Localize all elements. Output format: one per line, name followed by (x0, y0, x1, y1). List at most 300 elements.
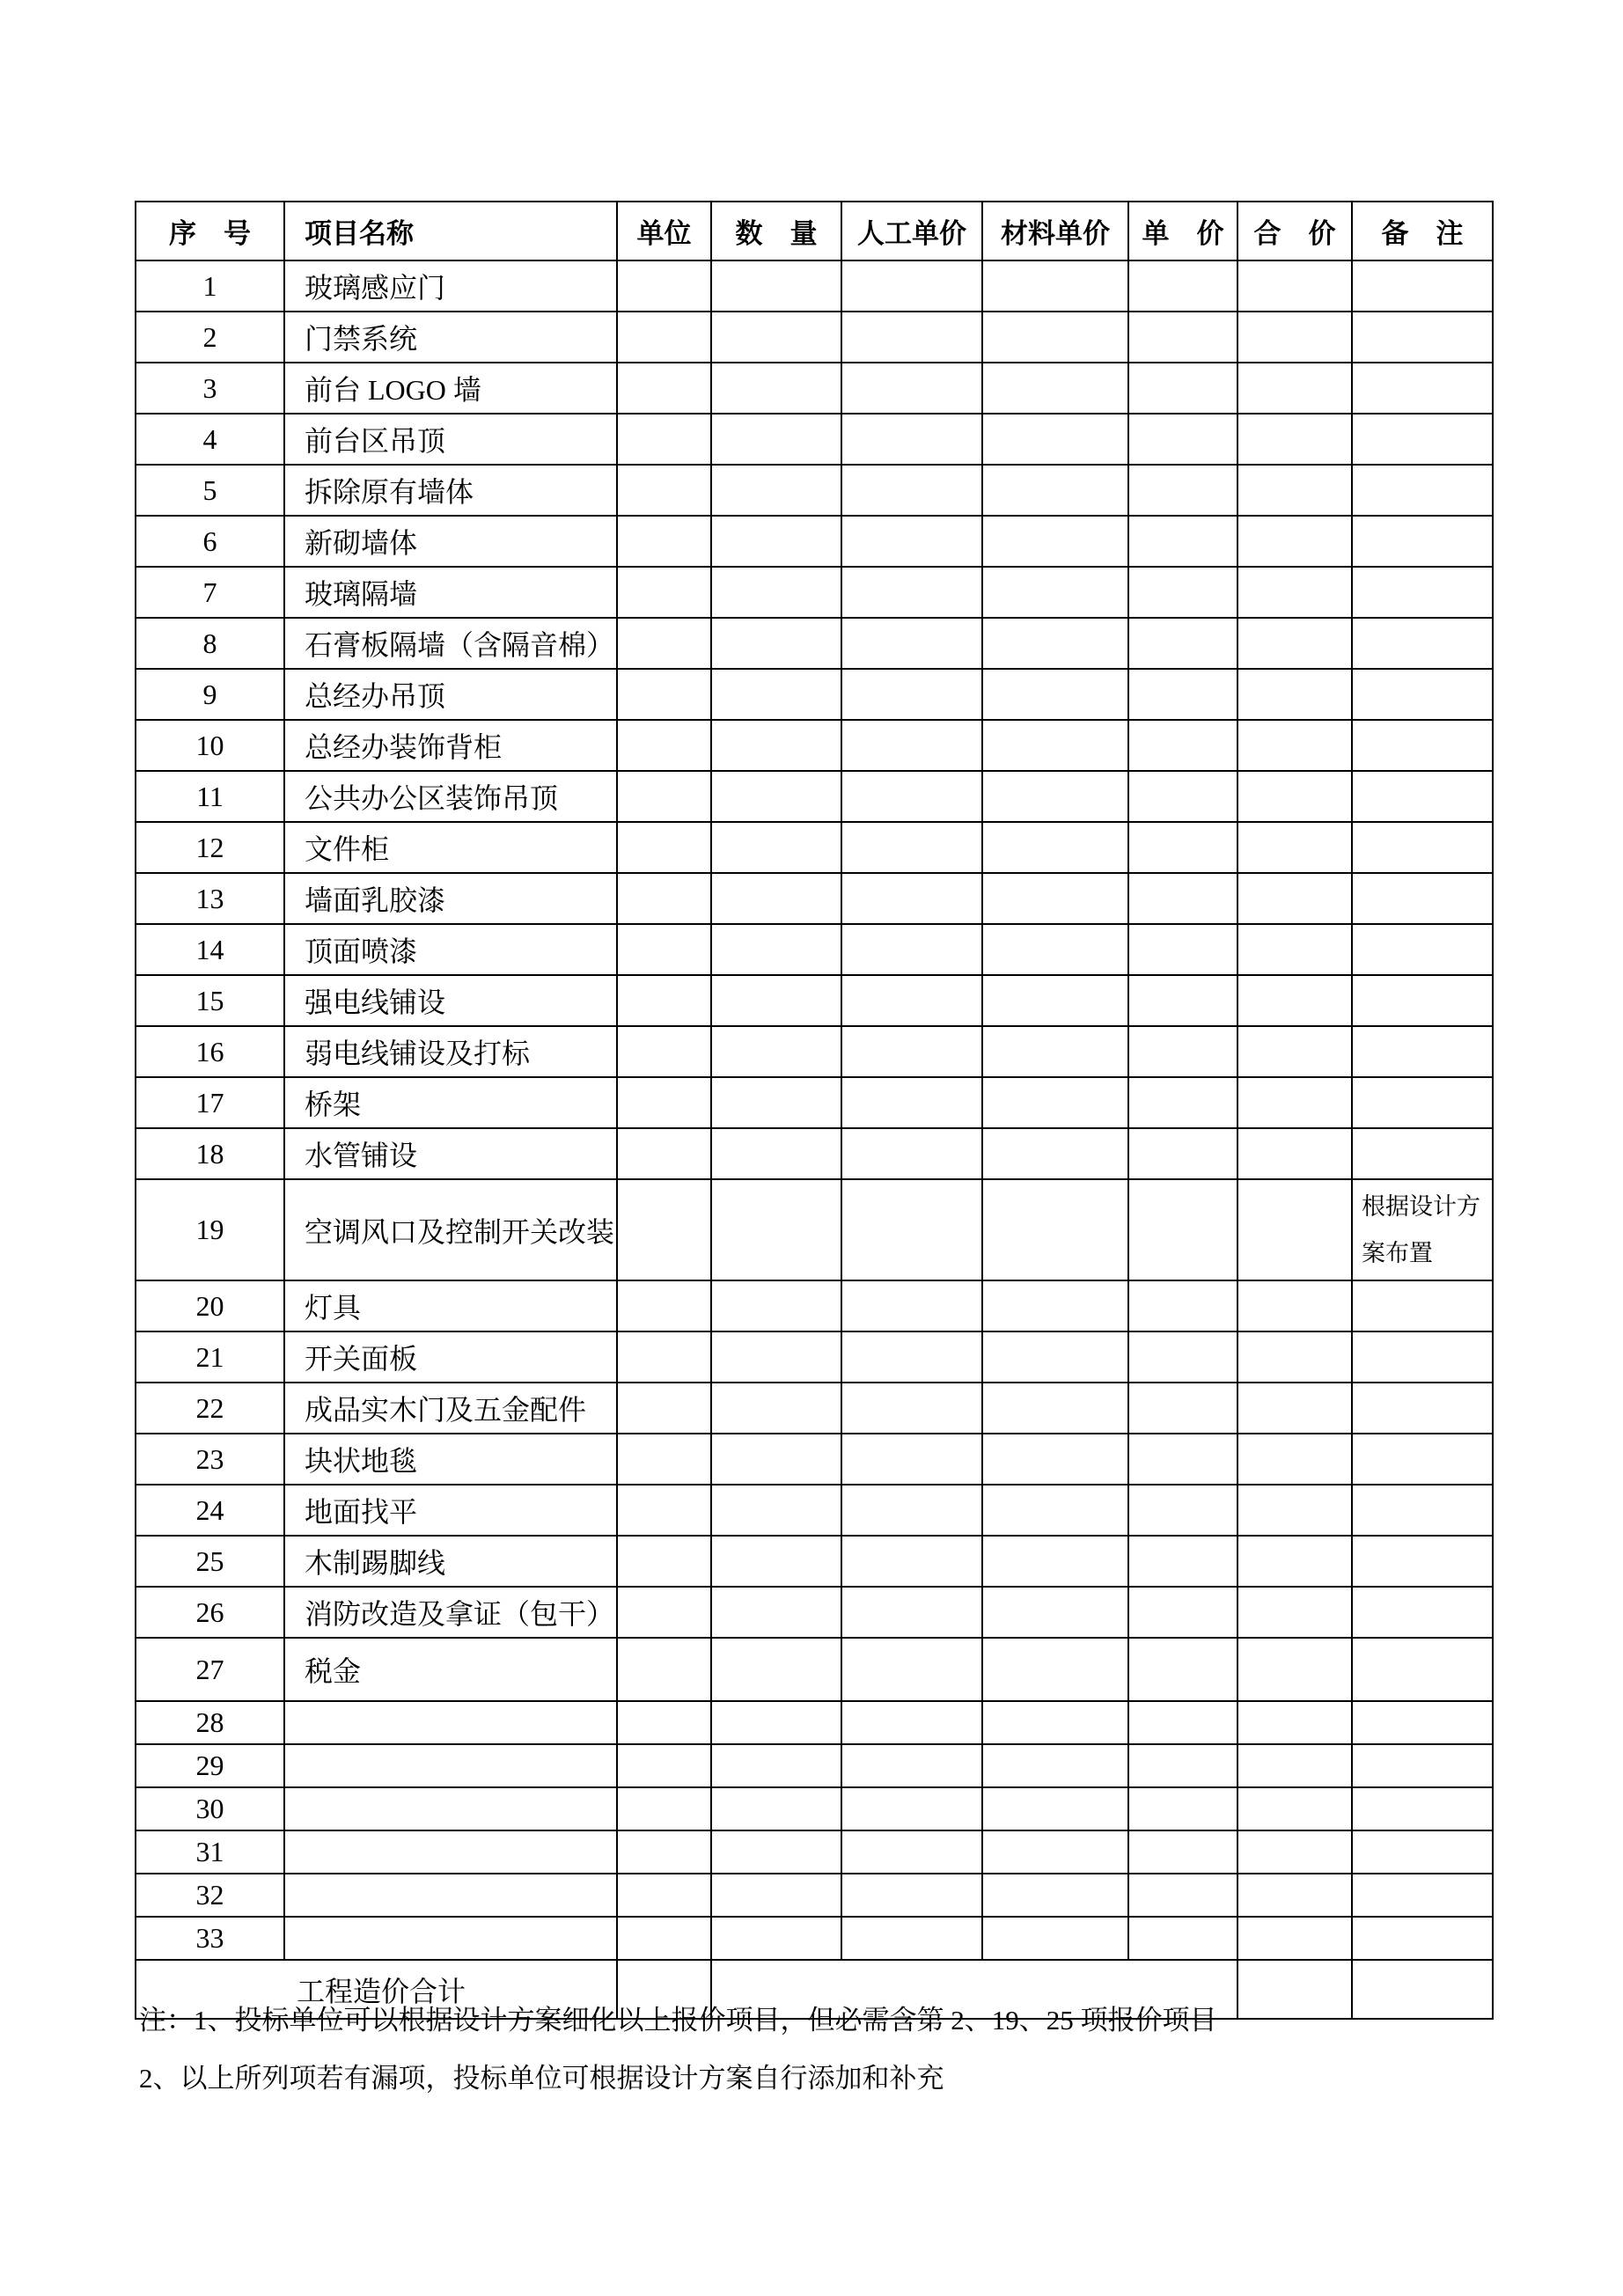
cell-labor-unit-price (841, 720, 982, 771)
cell-row-number: 30 (136, 1787, 284, 1830)
cell-unit (617, 1744, 711, 1787)
cell-remark (1352, 822, 1493, 873)
cell-material-unit-price (982, 720, 1128, 771)
footnote-1: 注：1、投标单位可以根据设计方案细化以上报价项目，但必需含第 2、19、25 项报价项目 (139, 2005, 1217, 2036)
cell-unit (617, 1787, 711, 1830)
cell-quantity (711, 260, 841, 312)
cell-material-unit-price (982, 1917, 1128, 1960)
cell-quantity (711, 1638, 841, 1701)
cell-item-name: 成品实木门及五金配件 (284, 1383, 617, 1434)
cell-material-unit-price (982, 1280, 1128, 1331)
table-row (136, 975, 1493, 1026)
cell-remark (1352, 1331, 1493, 1383)
cell-row-number: 21 (136, 1331, 284, 1383)
cell-quantity (711, 975, 841, 1026)
cell-material-unit-price (982, 1787, 1128, 1830)
cell-remark (1352, 771, 1493, 822)
cell-unit-price (1128, 1701, 1237, 1744)
cell-material-unit-price (982, 1331, 1128, 1383)
cell-remark (1352, 1077, 1493, 1128)
cell-total-price (1237, 312, 1352, 363)
table-row (136, 1128, 1493, 1179)
cell-remark (1352, 1536, 1493, 1587)
table-row (136, 465, 1493, 516)
cell-item-name: 石膏板隔墙（含隔音棉） (284, 618, 617, 669)
cell-item-name (284, 1701, 617, 1744)
cell-total-price (1237, 1874, 1352, 1917)
cell-row-number: 29 (136, 1744, 284, 1787)
cell-item-name: 木制踢脚线 (284, 1536, 617, 1587)
cell-total-label: 工程造价合计 (136, 1960, 617, 2019)
table-row (136, 1485, 1493, 1536)
cell-quantity (711, 1434, 841, 1485)
table-row (136, 1744, 1493, 1787)
cell-material-unit-price (982, 1383, 1128, 1434)
cell-quantity (711, 1874, 841, 1917)
cell-remark (1352, 465, 1493, 516)
cell-unit-price (1128, 771, 1237, 822)
cell-remark (1352, 363, 1493, 414)
cell-unit (617, 1830, 711, 1874)
table-row (136, 669, 1493, 720)
cell-unit (617, 1917, 711, 1960)
cell-labor-unit-price (841, 1026, 982, 1077)
cell-quantity (711, 669, 841, 720)
cell-unit-price (1128, 363, 1237, 414)
cell-material-unit-price (982, 1179, 1128, 1280)
cell-remark (1352, 1128, 1493, 1179)
cell-labor-unit-price (841, 822, 982, 873)
cell-labor-unit-price (841, 1128, 982, 1179)
cell-remark (1352, 1701, 1493, 1744)
cell-item-name: 强电线铺设 (284, 975, 617, 1026)
cell-labor-unit-price (841, 312, 982, 363)
cell-total-price (1237, 1026, 1352, 1077)
cell-labor-unit-price (841, 1077, 982, 1128)
cell-total-price (1237, 260, 1352, 312)
cell-row-number: 10 (136, 720, 284, 771)
table-body (136, 260, 1493, 1960)
cell-total-price (1237, 1179, 1352, 1280)
cell-item-name: 新砌墙体 (284, 516, 617, 567)
cell-unit (617, 516, 711, 567)
quotation-table (135, 201, 1494, 2020)
cell-remark (1352, 1434, 1493, 1485)
cell-total-price (1237, 1587, 1352, 1638)
cell-item-name: 总经办装饰背柜 (284, 720, 617, 771)
cell-material-unit-price (982, 924, 1128, 975)
cell-item-name: 消防改造及拿证（包干） (284, 1587, 617, 1638)
cell-unit-price (1128, 567, 1237, 618)
cell-total-price (1237, 363, 1352, 414)
cell-item-name (284, 1917, 617, 1960)
cell-material-unit-price (982, 1830, 1128, 1874)
cell-row-number: 26 (136, 1587, 284, 1638)
cell-total-price (1237, 1917, 1352, 1960)
cell-item-name: 公共办公区装饰吊顶 (284, 771, 617, 822)
cell-unit-price (1128, 924, 1237, 975)
cell-row-number: 3 (136, 363, 284, 414)
cell-quantity (711, 1536, 841, 1587)
cell-row-number: 8 (136, 618, 284, 669)
cell-unit-price (1128, 260, 1237, 312)
cell-total-price (1237, 720, 1352, 771)
cell-unit (617, 1701, 711, 1744)
cell-labor-unit-price (841, 1331, 982, 1383)
cell-unit-price (1128, 312, 1237, 363)
cell-unit-price (1128, 1179, 1237, 1280)
cell-unit (617, 1077, 711, 1128)
cell-unit (617, 1536, 711, 1587)
cell-labor-unit-price (841, 1179, 982, 1280)
table-header (136, 202, 1493, 260)
cell-unit-price (1128, 822, 1237, 873)
cell-quantity (711, 1077, 841, 1128)
cell-unit-price (1128, 1587, 1237, 1638)
cell-material-unit-price (982, 1536, 1128, 1587)
cell-labor-unit-price (841, 567, 982, 618)
cell-quantity (711, 771, 841, 822)
cell-row-number: 5 (136, 465, 284, 516)
cell-unit-price (1128, 1787, 1237, 1830)
table-row (136, 1331, 1493, 1383)
cell-row-number: 1 (136, 260, 284, 312)
cell-unit (617, 975, 711, 1026)
cell-unit (617, 924, 711, 975)
table-row (136, 1638, 1493, 1701)
cell-remark (1352, 1744, 1493, 1787)
cell-row-number: 15 (136, 975, 284, 1026)
cell-labor-unit-price (841, 1485, 982, 1536)
cell-total-price (1237, 1128, 1352, 1179)
cell-item-name: 开关面板 (284, 1331, 617, 1383)
cell-unit (617, 1638, 711, 1701)
cell-unit-price (1128, 1485, 1237, 1536)
cell-unit-price (1128, 975, 1237, 1026)
cell-remark (1352, 1485, 1493, 1536)
table-row (136, 1077, 1493, 1128)
table-row (136, 1874, 1493, 1917)
cell-total-price (1237, 1536, 1352, 1587)
cell-material-unit-price (982, 260, 1128, 312)
table-row (136, 260, 1493, 312)
cell-item-name: 玻璃感应门 (284, 260, 617, 312)
cell-remark (1352, 975, 1493, 1026)
cell-unit (617, 465, 711, 516)
cell-row-number: 32 (136, 1874, 284, 1917)
cell-quantity (711, 1587, 841, 1638)
cell-quantity (711, 618, 841, 669)
cell-row-number: 9 (136, 669, 284, 720)
cell-item-name: 水管铺设 (284, 1128, 617, 1179)
header-row (136, 202, 1493, 260)
cell-row-number: 14 (136, 924, 284, 975)
table-row (136, 1280, 1493, 1331)
cell-material-unit-price (982, 1874, 1128, 1917)
cell-material-unit-price (982, 414, 1128, 465)
cell-unit (617, 1434, 711, 1485)
cell-unit-price (1128, 1434, 1237, 1485)
cell-labor-unit-price (841, 1383, 982, 1434)
cell-row-number: 28 (136, 1701, 284, 1744)
header-item-name: 项目名称 (284, 202, 617, 260)
cell-quantity (711, 567, 841, 618)
cell-row-number: 4 (136, 414, 284, 465)
cell-item-name: 拆除原有墙体 (284, 465, 617, 516)
table-row (136, 1383, 1493, 1434)
cell-item-name: 灯具 (284, 1280, 617, 1331)
header-unit: 单位 (617, 202, 711, 260)
table-row (136, 924, 1493, 975)
cell-item-name (284, 1787, 617, 1830)
table-row (136, 567, 1493, 618)
cell-quantity (711, 1701, 841, 1744)
cell-row-number: 6 (136, 516, 284, 567)
cell-item-name (284, 1874, 617, 1917)
cell-item-name: 门禁系统 (284, 312, 617, 363)
cell-unit-price (1128, 465, 1237, 516)
footnote-2: 2、以上所列项若有漏项，投标单位可根据设计方案自行添加和补充 (139, 2063, 944, 2094)
cell-row-number: 31 (136, 1830, 284, 1874)
table-row (136, 1917, 1493, 1960)
footnotes (139, 2003, 1424, 2119)
cell-row-number: 13 (136, 873, 284, 924)
cell-unit (617, 414, 711, 465)
cell-material-unit-price (982, 1587, 1128, 1638)
cell-item-name (284, 1830, 617, 1874)
cell-unit-price (1128, 414, 1237, 465)
cell-labor-unit-price (841, 516, 982, 567)
cell-labor-unit-price (841, 414, 982, 465)
cell-material-unit-price (982, 312, 1128, 363)
cell-total-price (1237, 567, 1352, 618)
cell-item-name: 桥架 (284, 1077, 617, 1128)
cell-material-unit-price (982, 975, 1128, 1026)
cell-labor-unit-price (841, 1434, 982, 1485)
header-quantity: 数 量 (711, 202, 841, 260)
cell-labor-unit-price (841, 260, 982, 312)
cell-unit-price (1128, 1536, 1237, 1587)
cell-item-name: 文件柜 (284, 822, 617, 873)
cell-unit (617, 1485, 711, 1536)
cell-item-name: 空调风口及控制开关改装 (284, 1179, 617, 1280)
cell-remark (1352, 1026, 1493, 1077)
cell-quantity (711, 1917, 841, 1960)
cell-material-unit-price (982, 363, 1128, 414)
header-remark: 备 注 (1352, 202, 1493, 260)
cell-material-unit-price (982, 1026, 1128, 1077)
cell-unit-price (1128, 720, 1237, 771)
cell-quantity (711, 516, 841, 567)
cell-quantity (711, 924, 841, 975)
cell-material-unit-price (982, 1434, 1128, 1485)
cell-remark (1352, 260, 1493, 312)
cell-unit-price (1128, 1638, 1237, 1701)
cell-unit-price (1128, 1874, 1237, 1917)
cell-remark (1352, 618, 1493, 669)
cell-unit (617, 260, 711, 312)
cell-total-price (1237, 414, 1352, 465)
cell-material-unit-price (982, 669, 1128, 720)
cell-material-unit-price (982, 1128, 1128, 1179)
cell-unit-price (1128, 873, 1237, 924)
cell-total-price (1237, 618, 1352, 669)
cell-unit (617, 720, 711, 771)
cell-unit-price (1128, 1280, 1237, 1331)
cell-row-number: 16 (136, 1026, 284, 1077)
cell-remark (1352, 1917, 1493, 1960)
cell-material-unit-price (982, 771, 1128, 822)
cell-unit-price (1128, 1917, 1237, 1960)
cell-row-number: 33 (136, 1917, 284, 1960)
cell-labor-unit-price (841, 1744, 982, 1787)
table-row (136, 1179, 1493, 1280)
cell-labor-unit-price (841, 363, 982, 414)
cell-remark (1352, 873, 1493, 924)
table-row (136, 618, 1493, 669)
table-row (136, 1026, 1493, 1077)
cell-unit-price (1128, 1077, 1237, 1128)
cell-unit-price (1128, 618, 1237, 669)
cell-material-unit-price (982, 516, 1128, 567)
cell-item-name: 总经办吊顶 (284, 669, 617, 720)
cell-labor-unit-price (841, 1587, 982, 1638)
cell-item-name: 地面找平 (284, 1485, 617, 1536)
cell-row-number: 27 (136, 1638, 284, 1701)
cell-row-number: 2 (136, 312, 284, 363)
cell-remark (1352, 1874, 1493, 1917)
cell-quantity (711, 873, 841, 924)
cell-quantity (711, 414, 841, 465)
cell-total-price (1237, 1077, 1352, 1128)
cell-row-number: 11 (136, 771, 284, 822)
cell-unit (617, 1280, 711, 1331)
cell-total-price (1237, 1383, 1352, 1434)
cell-total-price (1237, 516, 1352, 567)
cell-total-price (1237, 924, 1352, 975)
cell-total-price (1237, 771, 1352, 822)
cell-total-price (1237, 1331, 1352, 1383)
cell-item-name: 玻璃隔墙 (284, 567, 617, 618)
cell-unit-price (1128, 516, 1237, 567)
cell-unit (617, 1128, 711, 1179)
cell-remark (1352, 1280, 1493, 1331)
header-serial-number: 序 号 (136, 202, 284, 260)
cell-row-number: 17 (136, 1077, 284, 1128)
cell-unit-price (1128, 1128, 1237, 1179)
cell-row-number: 22 (136, 1383, 284, 1434)
cell-remark (1352, 1383, 1493, 1434)
cell-material-unit-price (982, 822, 1128, 873)
table-row (136, 873, 1493, 924)
table-row (136, 1787, 1493, 1830)
cell-labor-unit-price (841, 1874, 982, 1917)
cell-unit (617, 312, 711, 363)
cell-remark: 根据设计方案布置 (1352, 1179, 1493, 1280)
cell-remark (1352, 1587, 1493, 1638)
cell-labor-unit-price (841, 1536, 982, 1587)
cell-labor-unit-price (841, 924, 982, 975)
cell-total-price (1237, 1280, 1352, 1331)
cell-item-name (284, 1744, 617, 1787)
cell-material-unit-price (982, 465, 1128, 516)
cell-labor-unit-price (841, 975, 982, 1026)
cell-quantity (711, 1331, 841, 1383)
cell-unit (617, 1383, 711, 1434)
cell-remark (1352, 924, 1493, 975)
table-row (136, 1536, 1493, 1587)
cell-row-number: 25 (136, 1536, 284, 1587)
cell-unit (617, 873, 711, 924)
cell-remark (1352, 1638, 1493, 1701)
cell-total-price (1237, 1701, 1352, 1744)
cell-unit-price (1128, 1331, 1237, 1383)
cell-total-price (1237, 1485, 1352, 1536)
cell-unit (617, 669, 711, 720)
cell-total-price (1237, 873, 1352, 924)
table-row (136, 1701, 1493, 1744)
cell-row-number: 19 (136, 1179, 284, 1280)
cell-quantity (711, 363, 841, 414)
cell-labor-unit-price (841, 618, 982, 669)
table-row (136, 312, 1493, 363)
cell-remark (1352, 1787, 1493, 1830)
cell-quantity (711, 1280, 841, 1331)
cell-total-price (1237, 1787, 1352, 1830)
cell-row-number: 20 (136, 1280, 284, 1331)
cell-unit (617, 822, 711, 873)
table-row (136, 1830, 1493, 1874)
cell-material-unit-price (982, 873, 1128, 924)
header-total-price: 合 价 (1237, 202, 1352, 260)
cell-material-unit-price (982, 1077, 1128, 1128)
cell-remark (1352, 669, 1493, 720)
cell-total-price (1237, 1638, 1352, 1701)
cell-labor-unit-price (841, 669, 982, 720)
cell-total-price (1237, 1434, 1352, 1485)
cell-unit-price (1128, 1383, 1237, 1434)
cell-item-name: 顶面喷漆 (284, 924, 617, 975)
cell-remark (1352, 720, 1493, 771)
cell-row-number: 18 (136, 1128, 284, 1179)
table-row (136, 1434, 1493, 1485)
table-row (136, 414, 1493, 465)
cell-total-price (1237, 975, 1352, 1026)
cell-material-unit-price (982, 618, 1128, 669)
cell-total-price (1237, 465, 1352, 516)
table-row (136, 1587, 1493, 1638)
cell-material-unit-price (982, 1744, 1128, 1787)
cell-row-number: 12 (136, 822, 284, 873)
cell-unit (617, 771, 711, 822)
cell-total-price (1237, 1830, 1352, 1874)
cell-material-unit-price (982, 1701, 1128, 1744)
cell-item-name: 前台 LOGO 墙 (284, 363, 617, 414)
cell-quantity (711, 465, 841, 516)
cell-row-number: 23 (136, 1434, 284, 1485)
cell-remark (1352, 312, 1493, 363)
cell-labor-unit-price (841, 1830, 982, 1874)
cell-unit-price (1128, 1026, 1237, 1077)
cell-labor-unit-price (841, 1638, 982, 1701)
cell-quantity (711, 312, 841, 363)
cell-labor-unit-price (841, 1787, 982, 1830)
header-labor-unit-price: 人工单价 (841, 202, 982, 260)
cell-quantity (711, 1179, 841, 1280)
cell-labor-unit-price (841, 873, 982, 924)
cell-unit (617, 1331, 711, 1383)
cell-total-price (1237, 669, 1352, 720)
